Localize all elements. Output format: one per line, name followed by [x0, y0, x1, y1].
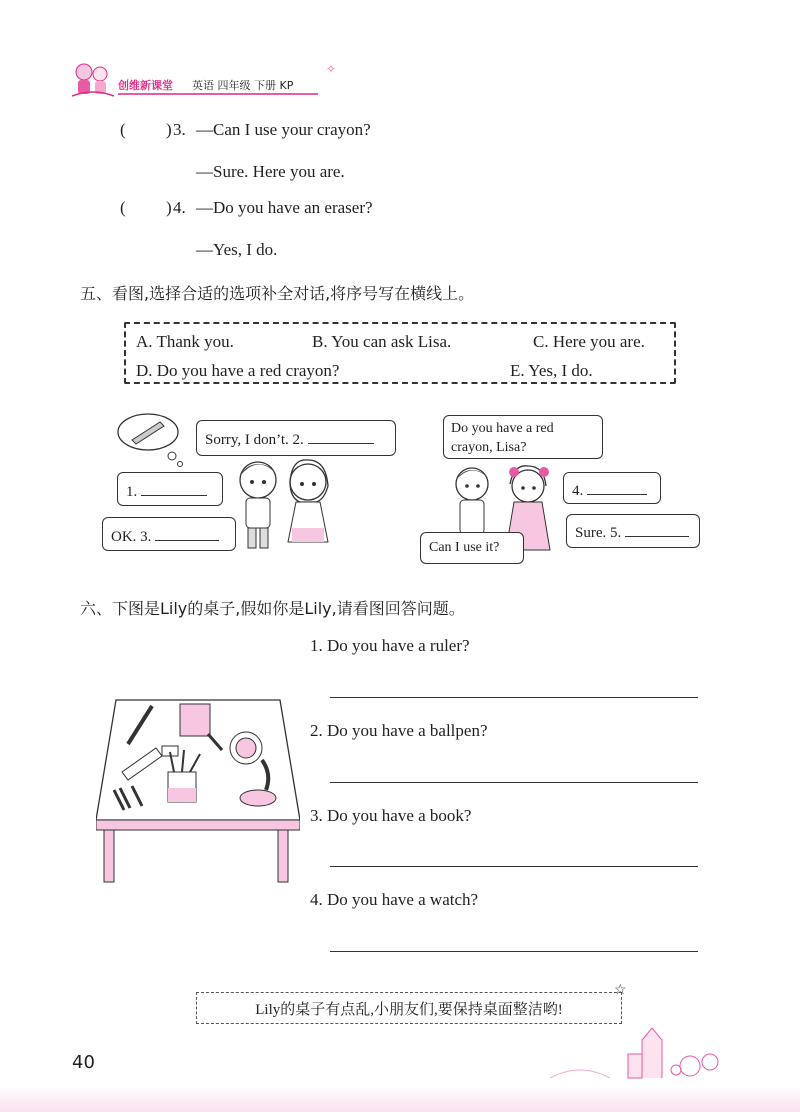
bubble-can-i-use-text: Can I use it?: [429, 540, 500, 555]
q4-line1: —Do you have an eraser?: [196, 198, 373, 217]
bubble-4: [563, 472, 661, 504]
desk-illustration: [96, 690, 300, 886]
blank-2[interactable]: [308, 429, 374, 444]
q4-number: 4.: [173, 198, 186, 217]
q3-line1: —Can I use your crayon?: [196, 120, 371, 139]
bubble-ok-text: OK. 3.: [111, 529, 152, 545]
bubble-1-text: 1.: [126, 484, 138, 500]
bubble-1: [117, 472, 223, 506]
option-a: A. Thank you.: [136, 332, 234, 351]
page-number: 40: [72, 1052, 95, 1073]
header-info: 英语 四年级 下册 KP: [192, 79, 294, 92]
answer-line-3[interactable]: [330, 866, 698, 867]
bubble-can-i-use: [420, 532, 524, 564]
star-icon: ✧: [326, 62, 337, 76]
q3-line2: —Sure. Here you are.: [196, 162, 345, 181]
option-e: E. Yes, I do.: [510, 361, 593, 380]
q3-number: 3.: [173, 120, 186, 139]
blank-4[interactable]: [587, 480, 647, 495]
bubble-sure-text: Sure. 5.: [575, 525, 622, 541]
s6-question-4: 4. Do you have a watch?: [310, 890, 479, 909]
option-b: B. You can ask Lisa.: [312, 332, 452, 351]
s6-question-1: 1. Do you have a ruler?: [310, 636, 470, 655]
bubble-do-you-have: [443, 415, 603, 459]
section5-title: 五、看图,选择合适的选项补全对话,将序号写在横线上。: [80, 284, 475, 303]
answer-line-2[interactable]: [330, 782, 698, 783]
tip-box: [196, 992, 622, 1024]
star-icon: ☆: [614, 983, 627, 998]
bubble-ok-3: [102, 517, 236, 551]
tip-text: Lily的桌子有点乱,小朋友们,要保持桌面整洁哟!: [255, 1001, 563, 1018]
s6-question-2: 2. Do you have a ballpen?: [310, 721, 488, 740]
answer-line-1[interactable]: [330, 697, 698, 698]
footer-decoration: [540, 1022, 740, 1082]
bubble-do-you-have-text: Do you have a red crayon, Lisa?: [451, 421, 554, 455]
answer-line-4[interactable]: [330, 951, 698, 952]
section6-title: 六、下图是Lily的桌子,假如你是Lily,请看图回答问题。: [80, 599, 465, 618]
header-logo: [70, 58, 116, 98]
bubble-sure-5: [566, 514, 700, 548]
blank-1[interactable]: [141, 481, 207, 496]
bubble-sorry-text: Sorry, I don’t. 2.: [205, 432, 304, 448]
blank-5[interactable]: [625, 522, 689, 537]
bubble-4-text: 4.: [572, 483, 584, 499]
s6-question-3: 3. Do you have a book?: [310, 806, 472, 825]
q4-line2: —Yes, I do.: [196, 240, 278, 259]
blank-3[interactable]: [155, 526, 219, 541]
option-c: C. Here you are.: [533, 332, 645, 351]
paren-open-4: (: [120, 198, 126, 217]
paren-close-3: ): [166, 120, 172, 139]
paren-open-3: (: [120, 120, 126, 139]
footer-band: [0, 1086, 800, 1112]
header-divider: [118, 93, 318, 95]
bubble-sorry-2: [196, 420, 396, 456]
option-d: D. Do you have a red crayon?: [136, 361, 340, 380]
header-brand: 创维新课堂: [118, 80, 173, 92]
paren-close-4: ): [166, 198, 172, 217]
